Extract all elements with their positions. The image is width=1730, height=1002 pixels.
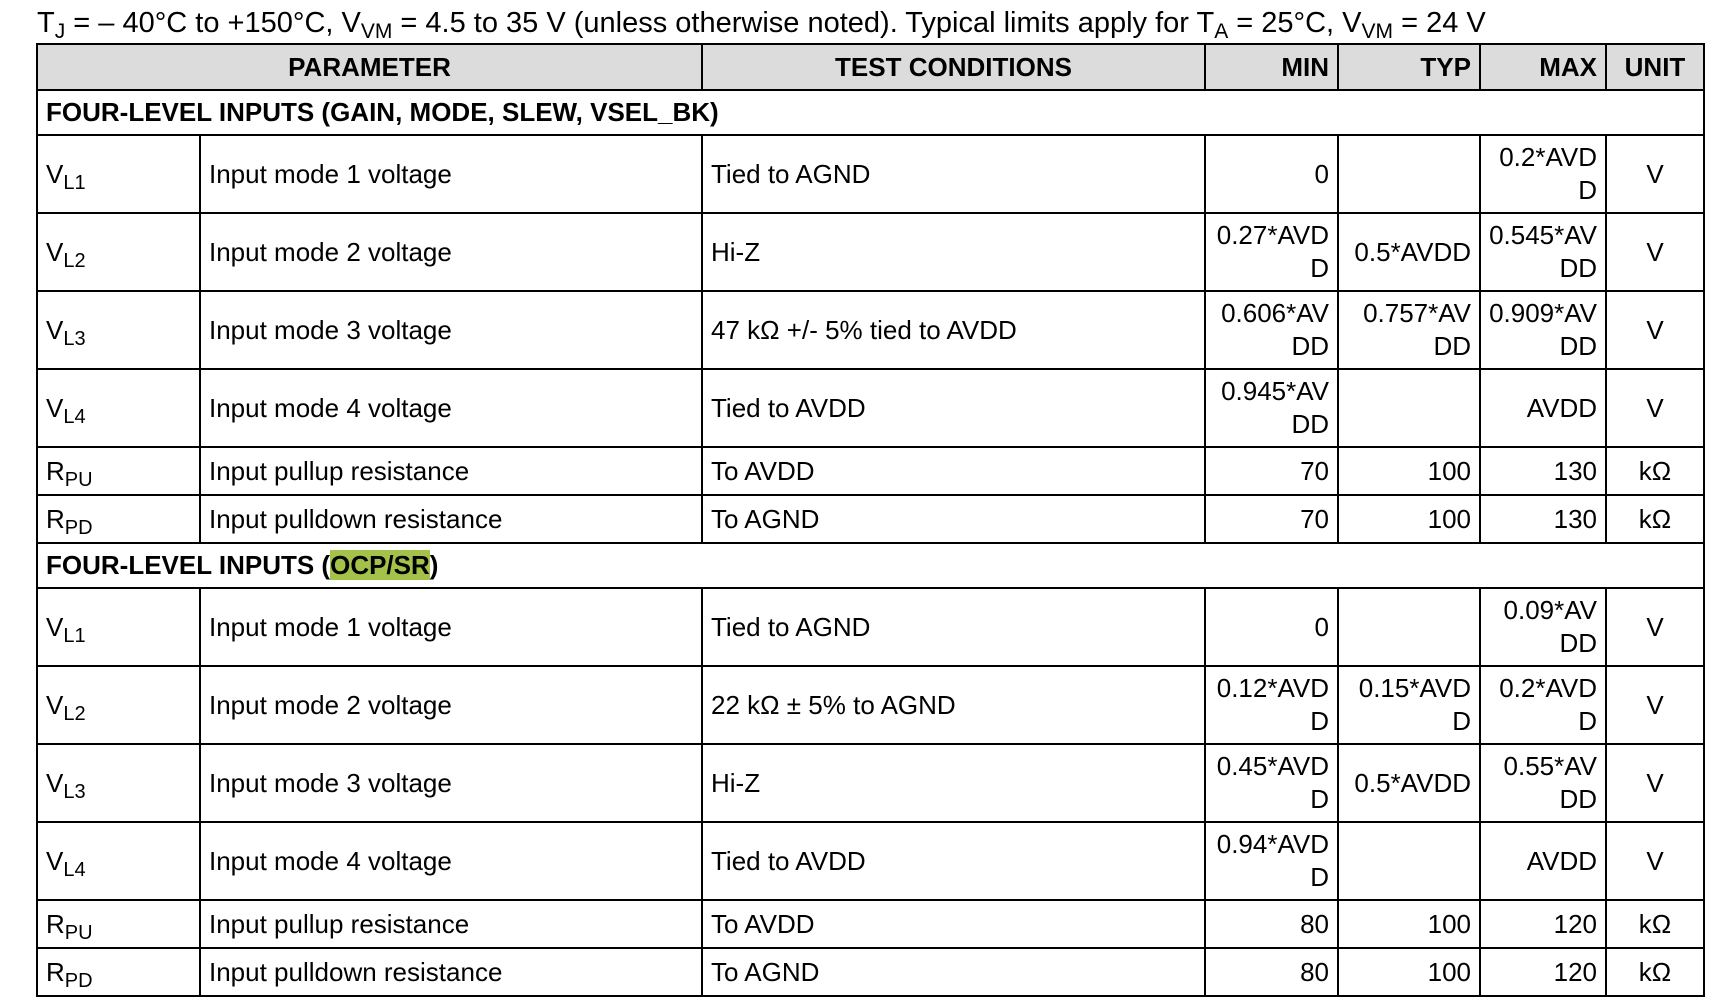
symbol-cell	[37, 744, 200, 822]
symbol-cell	[37, 291, 200, 369]
electrical-characteristics-table	[36, 43, 1705, 997]
min-cell: 80	[1205, 948, 1338, 996]
symbol-letter: V	[46, 314, 64, 345]
parameter-cell: Input mode 4 voltage	[200, 822, 702, 900]
symbol-subscript: L3	[63, 780, 86, 803]
symbol-letter: V	[46, 158, 64, 189]
min-cell: 0.945*AVDD	[1205, 369, 1338, 447]
tj-symbol: T	[37, 7, 55, 39]
unit-cell: V	[1606, 369, 1704, 447]
symbol-cell	[37, 666, 200, 744]
ta-subscript: A	[1214, 20, 1229, 43]
highlighted-text: OCP/SR	[330, 550, 430, 580]
min-cell: 0.27*AVDD	[1205, 213, 1338, 291]
parameter-cell: Input pullup resistance	[200, 900, 702, 948]
symbol-cell	[37, 135, 200, 213]
symbol-subscript: L1	[63, 624, 86, 647]
unit-cell: kΩ	[1606, 447, 1704, 495]
table-row	[37, 666, 1704, 744]
parameter-cell: Input mode 4 voltage	[200, 369, 702, 447]
section-title	[37, 543, 1704, 588]
typ-cell: 0.15*AVDD	[1338, 666, 1480, 744]
table-row	[37, 948, 1704, 996]
symbol-subscript: L2	[63, 249, 86, 272]
min-cell: 0	[1205, 588, 1338, 666]
section-header-row	[37, 90, 1704, 135]
symbol-cell	[37, 822, 200, 900]
test-condition-cell: Tied to AVDD	[702, 369, 1205, 447]
conditions-part-3: = 25°C, V	[1228, 7, 1362, 39]
typ-cell	[1338, 369, 1480, 447]
min-cell: 70	[1205, 495, 1338, 543]
symbol-cell	[37, 495, 200, 543]
header-typ: TYP	[1338, 44, 1480, 90]
min-cell: 0.45*AVDD	[1205, 744, 1338, 822]
conditions-part-1: = – 40°C to +150°C, V	[65, 7, 361, 39]
test-condition-cell: 22 kΩ ± 5% to AGND	[702, 666, 1205, 744]
vm-subscript: VM	[360, 20, 393, 43]
symbol-letter: V	[46, 767, 64, 798]
symbol-cell	[37, 369, 200, 447]
table-row	[37, 495, 1704, 543]
unit-cell: V	[1606, 744, 1704, 822]
symbol-subscript: PD	[64, 516, 93, 539]
symbol-subscript: L4	[63, 405, 86, 428]
parameter-cell: Input pulldown resistance	[200, 495, 702, 543]
symbol-subscript: L4	[63, 858, 86, 881]
min-cell: 0.94*AVDD	[1205, 822, 1338, 900]
test-condition-cell: 47 kΩ +/- 5% tied to AVDD	[702, 291, 1205, 369]
typ-cell: 0.5*AVDD	[1338, 744, 1480, 822]
table-row	[37, 369, 1704, 447]
table-header-row	[37, 44, 1704, 90]
unit-cell: V	[1606, 135, 1704, 213]
table-row	[37, 291, 1704, 369]
symbol-letter: R	[46, 503, 65, 534]
section-title-text: FOUR-LEVEL INPUTS (	[46, 550, 331, 580]
max-cell: 0.2*AVDD	[1480, 666, 1606, 744]
max-cell: 0.55*AVDD	[1480, 744, 1606, 822]
typ-cell: 100	[1338, 948, 1480, 996]
unit-cell: V	[1606, 666, 1704, 744]
typ-cell: 100	[1338, 900, 1480, 948]
max-cell: 0.545*AVDD	[1480, 213, 1606, 291]
max-cell: 120	[1480, 948, 1606, 996]
table-row	[37, 588, 1704, 666]
unit-cell: V	[1606, 213, 1704, 291]
max-cell: 120	[1480, 900, 1606, 948]
header-min: MIN	[1205, 44, 1338, 90]
section-header-row	[37, 543, 1704, 588]
vm-subscript-2: VM	[1361, 20, 1394, 43]
header-test-conditions: TEST CONDITIONS	[702, 44, 1205, 90]
symbol-letter: R	[46, 455, 65, 486]
header-max: MAX	[1480, 44, 1606, 90]
typ-cell: 0.757*AVDD	[1338, 291, 1480, 369]
test-condition-cell: To AVDD	[702, 447, 1205, 495]
max-cell: 0.909*AVDD	[1480, 291, 1606, 369]
min-cell: 0.12*AVDD	[1205, 666, 1338, 744]
min-cell: 80	[1205, 900, 1338, 948]
parameter-cell: Input pulldown resistance	[200, 948, 702, 996]
table-row	[37, 447, 1704, 495]
unit-cell: V	[1606, 588, 1704, 666]
symbol-letter: R	[46, 956, 65, 987]
table-row	[37, 135, 1704, 213]
conditions-part-4: = 24 V	[1393, 7, 1486, 39]
unit-cell: V	[1606, 291, 1704, 369]
symbol-subscript: L2	[63, 702, 86, 725]
symbol-letter: R	[46, 908, 65, 939]
symbol-letter: V	[46, 689, 64, 720]
symbol-cell	[37, 213, 200, 291]
max-cell: AVDD	[1480, 369, 1606, 447]
min-cell: 70	[1205, 447, 1338, 495]
test-condition-cell: Tied to AGND	[702, 135, 1205, 213]
tj-subscript: J	[54, 20, 66, 43]
test-conditions-note	[37, 4, 1486, 42]
unit-cell: kΩ	[1606, 900, 1704, 948]
typ-cell	[1338, 588, 1480, 666]
typ-cell	[1338, 135, 1480, 213]
typ-cell: 100	[1338, 495, 1480, 543]
symbol-subscript: PD	[64, 969, 93, 992]
table-row	[37, 213, 1704, 291]
symbol-cell	[37, 948, 200, 996]
test-condition-cell: To AVDD	[702, 900, 1205, 948]
parameter-cell: Input mode 1 voltage	[200, 135, 702, 213]
typ-cell: 0.5*AVDD	[1338, 213, 1480, 291]
symbol-letter: V	[46, 236, 64, 267]
symbol-cell	[37, 447, 200, 495]
symbol-subscript: PU	[64, 921, 93, 944]
header-parameter: PARAMETER	[37, 44, 702, 90]
header-unit: UNIT	[1606, 44, 1704, 90]
unit-cell: kΩ	[1606, 948, 1704, 996]
table-row	[37, 744, 1704, 822]
conditions-part-2: = 4.5 to 35 V (unless otherwise noted). Typical limits apply for T	[392, 7, 1215, 39]
min-cell: 0	[1205, 135, 1338, 213]
parameter-cell: Input mode 3 voltage	[200, 744, 702, 822]
test-condition-cell: To AGND	[702, 948, 1205, 996]
symbol-subscript: L3	[63, 327, 86, 350]
symbol-letter: V	[46, 611, 64, 642]
max-cell: 0.09*AVDD	[1480, 588, 1606, 666]
section-title-text: FOUR-LEVEL INPUTS (GAIN, MODE, SLEW, VSEL_BK)	[46, 97, 719, 127]
typ-cell: 100	[1338, 447, 1480, 495]
symbol-letter: V	[46, 392, 64, 423]
unit-cell: kΩ	[1606, 495, 1704, 543]
symbol-subscript: PU	[64, 468, 93, 491]
section-title-suffix: )	[429, 550, 439, 580]
table-body	[37, 90, 1704, 996]
test-condition-cell: Tied to AVDD	[702, 822, 1205, 900]
max-cell: 130	[1480, 495, 1606, 543]
test-condition-cell: Tied to AGND	[702, 588, 1205, 666]
symbol-letter: V	[46, 845, 64, 876]
parameter-cell: Input mode 2 voltage	[200, 213, 702, 291]
parameter-cell: Input mode 1 voltage	[200, 588, 702, 666]
test-condition-cell: To AGND	[702, 495, 1205, 543]
section-title	[37, 90, 1704, 135]
table-row	[37, 900, 1704, 948]
table-row	[37, 822, 1704, 900]
test-condition-cell: Hi-Z	[702, 744, 1205, 822]
parameter-cell: Input pullup resistance	[200, 447, 702, 495]
parameter-cell: Input mode 2 voltage	[200, 666, 702, 744]
min-cell: 0.606*AVDD	[1205, 291, 1338, 369]
test-condition-cell: Hi-Z	[702, 213, 1205, 291]
unit-cell: V	[1606, 822, 1704, 900]
max-cell: 0.2*AVDD	[1480, 135, 1606, 213]
max-cell: 130	[1480, 447, 1606, 495]
symbol-subscript: L1	[63, 171, 86, 194]
max-cell: AVDD	[1480, 822, 1606, 900]
symbol-cell	[37, 900, 200, 948]
typ-cell	[1338, 822, 1480, 900]
symbol-cell	[37, 588, 200, 666]
parameter-cell: Input mode 3 voltage	[200, 291, 702, 369]
